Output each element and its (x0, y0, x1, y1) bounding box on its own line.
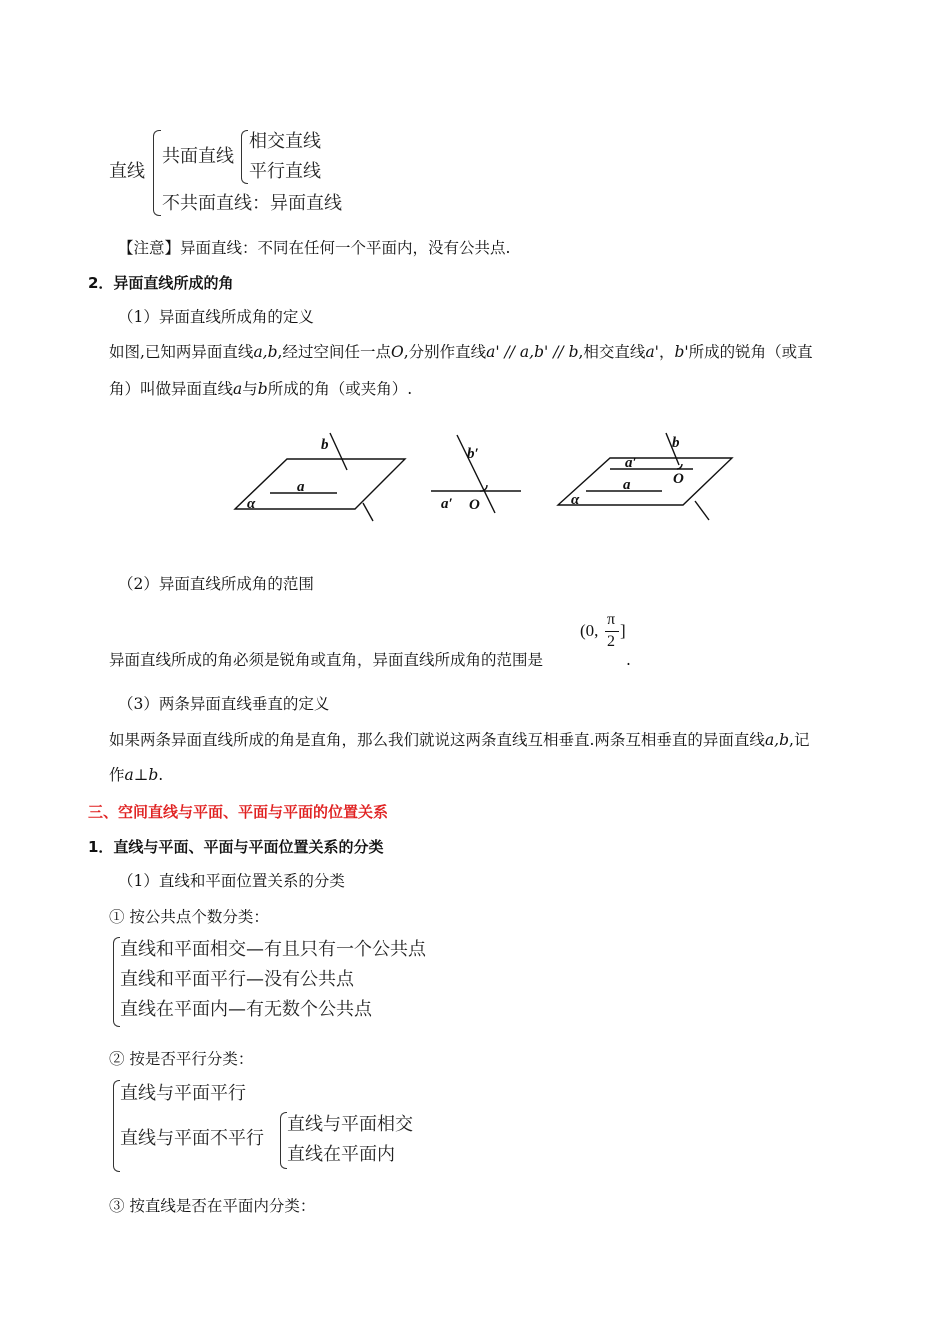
math: b (257, 380, 268, 398)
range-left: (0, (580, 621, 599, 640)
label-a-prime: a′ (625, 455, 637, 471)
tree-root: 直线 (109, 161, 145, 182)
definition-line-2 (109, 379, 412, 399)
math: a' (645, 343, 659, 361)
section-subheading: 1．直线与平面、平面与平面位置关系的分类 (88, 838, 384, 856)
tree-intersecting: 相交直线 (249, 131, 321, 152)
brace (113, 1080, 120, 1172)
classification-item: 直线和平面平行—没有公共点 (120, 969, 354, 990)
text: 角）叫做异面直线 (109, 380, 234, 398)
math: a (233, 380, 243, 398)
text: 作 (109, 766, 125, 784)
range-pi: π (607, 611, 616, 628)
perpendicular-line-2 (109, 765, 163, 785)
classification-label: ② 按是否平行分类： (109, 1050, 254, 1068)
text: 所成的锐角（或直 (688, 343, 813, 361)
classification-item: 直线与平面平行 (120, 1083, 246, 1104)
fraction-bar (605, 631, 619, 632)
label-alpha: α (571, 492, 580, 508)
subheading: （2）异面直线所成角的范围 (118, 575, 314, 593)
section-heading: 2．异面直线所成的角 (88, 274, 234, 292)
math: b' (674, 343, 689, 361)
classification-item: 直线与平面相交 (287, 1114, 413, 1135)
classification-item: 直线与平面不平行 (120, 1128, 264, 1149)
label-O: O (469, 497, 480, 513)
math: a' // a,b' // b (486, 343, 579, 361)
math: O (390, 343, 404, 361)
range-period: . (626, 651, 631, 669)
range-two: 2 (607, 633, 615, 650)
classification-label: ③ 按直线是否在平面内分类： (109, 1197, 316, 1215)
figure-1 (235, 433, 405, 521)
range-right: ] (620, 621, 626, 640)
perpendicular-line-1 (109, 730, 809, 750)
figure-3 (558, 433, 732, 520)
label-a: a (297, 479, 305, 495)
tree-noncoplanar: 不共面直线：异面直线 (162, 193, 342, 214)
definition-line-1 (109, 342, 813, 362)
label-b-prime: b′ (467, 446, 479, 462)
label-b: b (672, 435, 680, 451)
skew-lines-figures (225, 425, 745, 525)
text: ,相交直线 (578, 343, 646, 361)
text: ,分别作直线 (403, 343, 487, 361)
subheading: （3）两条异面直线垂直的定义 (118, 695, 330, 713)
label-O: O (673, 471, 684, 487)
text: 如果两条异面直线所成的角是直角，那么我们就说这两条直线互相垂直.两条互相垂直的异面直线 (109, 731, 765, 749)
classification-item: 直线和平面相交—有且只有一个公共点 (120, 939, 426, 960)
text: 与 (242, 380, 258, 398)
classification-label: ① 按公共点个数分类： (109, 908, 269, 926)
label-alpha: α (247, 496, 256, 512)
brace (113, 937, 120, 1027)
text: ， (658, 343, 675, 361)
section-heading: 三、空间直线与平面、平面与平面的位置关系 (88, 803, 389, 821)
brace (241, 130, 248, 184)
tree-parallel: 平行直线 (249, 161, 321, 182)
classification-item: 直线在平面内—有无数个公共点 (120, 999, 372, 1020)
range-formula (580, 613, 630, 661)
label-a: a (623, 477, 631, 493)
math: a,b (253, 343, 278, 361)
label-a-prime: a′ (441, 496, 453, 512)
text: ,经过空间任一点 (277, 343, 391, 361)
range-text: 异面直线所成的角必须是锐角或直角，异面直线所成角的范围是 (109, 651, 544, 669)
subheading: （1）直线和平面位置关系的分类 (118, 872, 345, 890)
text: ,记 (789, 731, 810, 749)
math: a,b (764, 731, 790, 749)
classification-item: 直线在平面内 (287, 1144, 395, 1165)
tree-coplanar: 共面直线 (162, 146, 234, 167)
brace (153, 130, 161, 216)
label-b: b (321, 437, 329, 453)
note: 【注意】异面直线：不同在任何一个平面内，没有公共点. (118, 239, 511, 257)
text: 所成的角（或夹角）. (267, 380, 413, 398)
text: 如图,已知两异面直线 (109, 343, 254, 361)
brace (280, 1112, 287, 1169)
math: a⊥b (124, 766, 159, 784)
subheading: （1）异面直线所成角的定义 (118, 308, 314, 326)
text: . (158, 766, 164, 784)
